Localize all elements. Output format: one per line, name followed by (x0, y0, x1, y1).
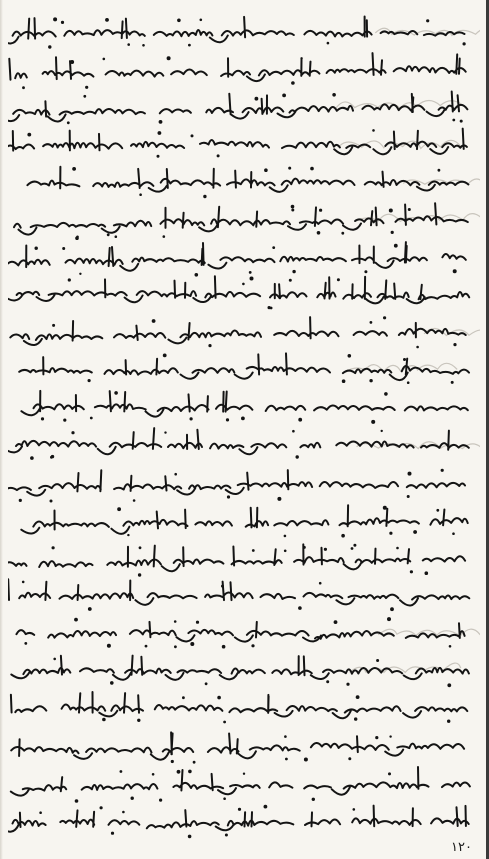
diacritic-dot (453, 269, 457, 273)
diacritic-dot (451, 381, 454, 384)
manuscript-line (8, 203, 468, 240)
diacritic-dot (22, 581, 25, 584)
manuscript-line (21, 505, 467, 537)
diacritic-dot (441, 469, 444, 472)
script-strokes (8, 579, 469, 605)
diacritic-dot (24, 642, 27, 645)
diacritic-dot (122, 811, 125, 814)
manuscript-line (8, 242, 466, 277)
diacritic-dot (131, 797, 134, 800)
diacritic-dot (389, 209, 393, 213)
manuscript-line (8, 129, 467, 158)
diacritic-dot (312, 798, 315, 801)
diacritic-dot (289, 279, 292, 282)
diacritic-dot (67, 121, 70, 124)
diacritic-dot (163, 235, 166, 238)
diacritic-dot (337, 278, 340, 281)
diacritic-dot (408, 472, 412, 476)
diacritic-dot (436, 509, 439, 512)
diacritic-dot (285, 758, 288, 761)
diacritic-dot (447, 683, 451, 687)
handwritten-text-block (8, 6, 480, 841)
diacritic-dot (138, 573, 141, 576)
diacritic-dot (79, 273, 81, 275)
diacritic-dot (348, 757, 351, 760)
diacritic-dot (453, 343, 456, 346)
diacritic-dot (63, 419, 66, 422)
script-strokes (8, 428, 469, 454)
manuscript-line (19, 353, 469, 384)
script-strokes (11, 656, 469, 680)
diacritic-dot (353, 808, 356, 811)
script-strokes (8, 317, 466, 345)
diacritic-dot (389, 735, 391, 737)
diacritic-dot (61, 21, 64, 24)
diacritic-dot (383, 316, 386, 319)
diacritic-dot (75, 799, 79, 803)
diacritic-dot (324, 548, 327, 551)
manuscript-line (8, 17, 466, 49)
script-strokes (8, 17, 464, 44)
diacritic-dot (85, 86, 88, 89)
diacritic-dot (292, 430, 295, 433)
diacritic-dot (195, 273, 199, 277)
folio-number: ١٢٠ (451, 840, 472, 855)
diacritic-dot (88, 379, 91, 382)
manuscript-line (21, 391, 467, 424)
diacritic-dot (390, 607, 394, 611)
diacritic-dot (152, 319, 156, 323)
diacritic-dot (298, 606, 302, 610)
diacritic-dot (403, 358, 406, 361)
diacritic-dot (381, 430, 383, 432)
diacritic-dot (72, 167, 76, 171)
diacritic-dot (383, 506, 387, 510)
diacritic-dot (282, 94, 286, 98)
diacritic-dot (270, 307, 273, 310)
diacritic-dot (291, 81, 295, 85)
diacritic-dot (203, 195, 206, 198)
diacritic-dot (284, 535, 287, 538)
diacritic-dot (90, 417, 93, 420)
diacritic-dot (83, 95, 86, 98)
manuscript-line (11, 732, 464, 763)
diacritic-dot (410, 570, 413, 573)
diacritic-dot (387, 617, 391, 621)
diacritic-dot (164, 431, 166, 433)
diacritic-dot (284, 550, 287, 553)
script-strokes (8, 470, 465, 496)
diacritic-dot (326, 680, 329, 683)
diacritic-dot (19, 499, 22, 502)
diacritic-dot (226, 418, 229, 421)
manuscript-line (8, 544, 465, 577)
diacritic-dot (142, 44, 145, 47)
diacritic-dot (375, 736, 378, 739)
diacritic-dot (332, 93, 336, 97)
diacritic-dot (369, 379, 372, 382)
manuscript-line (8, 428, 469, 460)
diacritic-dot (300, 57, 302, 59)
diacritic-dot (111, 832, 114, 835)
diacritic-dot (193, 761, 196, 764)
diacritic-dot (127, 43, 130, 46)
diacritic-dot (50, 500, 53, 503)
diacritic-dot (196, 621, 199, 624)
diacritic-dot (407, 381, 410, 384)
diacritic-dot (222, 645, 226, 649)
script-strokes (8, 276, 469, 303)
diacritic-dot (341, 534, 345, 538)
diacritic-dot (227, 495, 230, 498)
diacritic-dot (319, 582, 322, 585)
diacritic-dot (182, 696, 185, 699)
manuscript-line (8, 579, 469, 611)
diacritic-dot (188, 835, 192, 839)
diacritic-dot (100, 806, 103, 809)
diacritic-dot (327, 42, 330, 45)
script-strokes (11, 732, 464, 759)
diacritic-dot (107, 644, 111, 648)
diacritic-dot (177, 19, 181, 23)
script-strokes (8, 53, 466, 81)
diacritic-dot (291, 205, 295, 209)
manuscript-line (27, 167, 468, 199)
diacritic-dot (30, 456, 34, 460)
diacritic-dot (292, 270, 295, 273)
diacritic-dot (120, 770, 123, 773)
diacritic-dot (413, 530, 417, 534)
diacritic-dot (88, 607, 92, 611)
diacritic-dot (208, 344, 211, 347)
diacritic-dot (408, 208, 411, 211)
diacritic-dot (425, 571, 429, 575)
diacritic-dot (394, 244, 398, 248)
diacritic-dot (117, 507, 121, 511)
manuscript-line (11, 767, 470, 803)
diacritic-dot (348, 354, 352, 358)
diacritic-dot (139, 546, 142, 549)
manuscript-line (8, 92, 467, 125)
diacritic-dot (264, 805, 268, 809)
diacritic-dot (341, 232, 344, 235)
diacritic-dot (389, 532, 392, 535)
diacritic-dot (346, 683, 349, 686)
diacritic-dot (41, 417, 44, 420)
diacritic-dot (115, 235, 118, 238)
diacritic-dot (391, 231, 394, 234)
diacritic-dot (364, 270, 367, 273)
diacritic-dot (114, 391, 118, 395)
diacritic-dot (62, 247, 65, 250)
diacritic-dot (284, 735, 287, 738)
script-strokes (11, 767, 470, 796)
diacritic-dot (157, 155, 160, 158)
diacritic-dot (174, 473, 177, 476)
manuscript-line (11, 692, 467, 723)
diacritic-dot (372, 129, 375, 132)
script-strokes (21, 391, 467, 417)
diacritic-dot (250, 277, 254, 281)
script-strokes (21, 505, 467, 534)
diacritic-dot (255, 97, 259, 101)
diacritic-dot (317, 231, 321, 235)
diacritic-dot (376, 659, 379, 662)
diacritic-dot (53, 658, 56, 661)
page-edge-shadow (0, 0, 3, 859)
diacritic-dot (159, 799, 162, 802)
diacritic-dot (221, 585, 224, 588)
diacritic-dot (217, 154, 220, 157)
diacritic-dot (449, 645, 452, 648)
diacritic-dot (50, 456, 53, 459)
diacritic-dot (310, 167, 314, 171)
manuscript-line (8, 469, 465, 503)
diacritic-dot (68, 278, 71, 281)
diacritic-dot (241, 417, 245, 421)
diacritic-dot (371, 420, 375, 424)
script-strokes (27, 167, 468, 192)
diacritic-dot (296, 455, 299, 458)
diacritic-dot (159, 120, 163, 124)
diacritic-dot (426, 19, 429, 22)
diacritic-dot (264, 168, 268, 172)
diacritic-dot (351, 547, 354, 550)
diacritic-dot (190, 417, 193, 420)
diacritic-dot (174, 620, 177, 623)
diacritic-dot (71, 431, 74, 434)
diacritic-dot (188, 44, 191, 47)
manuscript-line (8, 805, 469, 839)
diacritic-dot (177, 770, 181, 774)
diacritic-dot (242, 283, 245, 286)
diacritic-dot (304, 758, 308, 762)
diacritic-dot (105, 18, 109, 22)
diacritic-dot (217, 696, 221, 700)
diacritic-dot (48, 45, 51, 48)
diacritic-dot (291, 209, 294, 212)
diacritic-dot (252, 549, 255, 552)
diacritic-dot (191, 134, 194, 137)
diacritic-dot (460, 120, 463, 123)
diacritic-dot (342, 379, 346, 383)
diacritic-dot (163, 354, 167, 358)
diacritic-dot (396, 547, 399, 550)
diacritic-dot (133, 499, 136, 502)
diacritic-dot (354, 717, 357, 720)
manuscript-line (8, 276, 469, 309)
diacritic-dot (167, 56, 171, 60)
diacritic-dot (272, 246, 275, 249)
diacritic-dot (225, 834, 228, 837)
diacritic-dot (288, 167, 291, 170)
diacritic-dot (298, 418, 302, 422)
diacritic-dot (158, 131, 162, 135)
diacritic-dot (137, 719, 140, 722)
diacritic-dot (223, 797, 226, 800)
diacritic-dot (223, 721, 226, 724)
script-strokes (11, 692, 467, 718)
diacritic-dot (107, 233, 110, 236)
diacritic-dot (447, 720, 450, 723)
diacritic-dot (70, 60, 74, 64)
diacritic-dot (334, 620, 338, 624)
diacritic-dot (200, 19, 203, 22)
diacritic-dot (22, 86, 25, 89)
diacritic-dot (103, 58, 106, 61)
manuscript-line (16, 617, 464, 648)
diacritic-dot (277, 497, 281, 501)
diacritic-dot (52, 546, 55, 549)
diacritic-dot (152, 773, 155, 776)
script-strokes (16, 622, 464, 642)
diacritic-dot (452, 532, 455, 535)
diacritic-dot (303, 546, 306, 549)
diacritic-dot (39, 811, 42, 814)
diacritic-dot (407, 495, 410, 498)
manuscript-line (8, 53, 466, 89)
diacritic-dot (438, 169, 441, 172)
diacritic-dot (205, 682, 208, 685)
diacritic-dot (463, 42, 466, 45)
diacritic-dot (190, 642, 194, 646)
diacritic-dot (35, 247, 38, 250)
diacritic-dot (52, 324, 55, 327)
diacritic-dot (76, 236, 79, 239)
diacritic-dot (174, 645, 177, 648)
diacritic-dot (251, 644, 254, 647)
diacritic-dot (102, 718, 106, 722)
diacritic-dot (384, 392, 388, 396)
diacritic-dot (171, 760, 174, 763)
diacritic-dot (27, 133, 31, 137)
diacritic-dot (249, 271, 252, 274)
script-strokes (8, 203, 468, 234)
diacritic-dot (243, 773, 245, 775)
diacritic-dot (53, 17, 57, 21)
diacritic-dot (188, 770, 192, 774)
diacritic-dot (416, 346, 419, 349)
diacritic-dot (145, 645, 148, 648)
diacritic-dot (319, 209, 322, 212)
diacritic-dot (139, 193, 142, 196)
diacritic-dot (110, 681, 114, 685)
manuscript-line (11, 656, 469, 688)
manuscript-line (8, 316, 466, 348)
diacritic-dot (127, 534, 129, 536)
script-strokes (8, 129, 467, 155)
script-strokes (19, 353, 469, 380)
diacritic-dot (370, 321, 373, 324)
diacritic-dot (452, 119, 455, 122)
diacritic-dot (388, 772, 391, 775)
diacritic-dot (356, 695, 360, 699)
diacritic-dot (238, 808, 241, 811)
diacritic-dot (74, 618, 78, 622)
diacritic-dot (353, 544, 356, 547)
